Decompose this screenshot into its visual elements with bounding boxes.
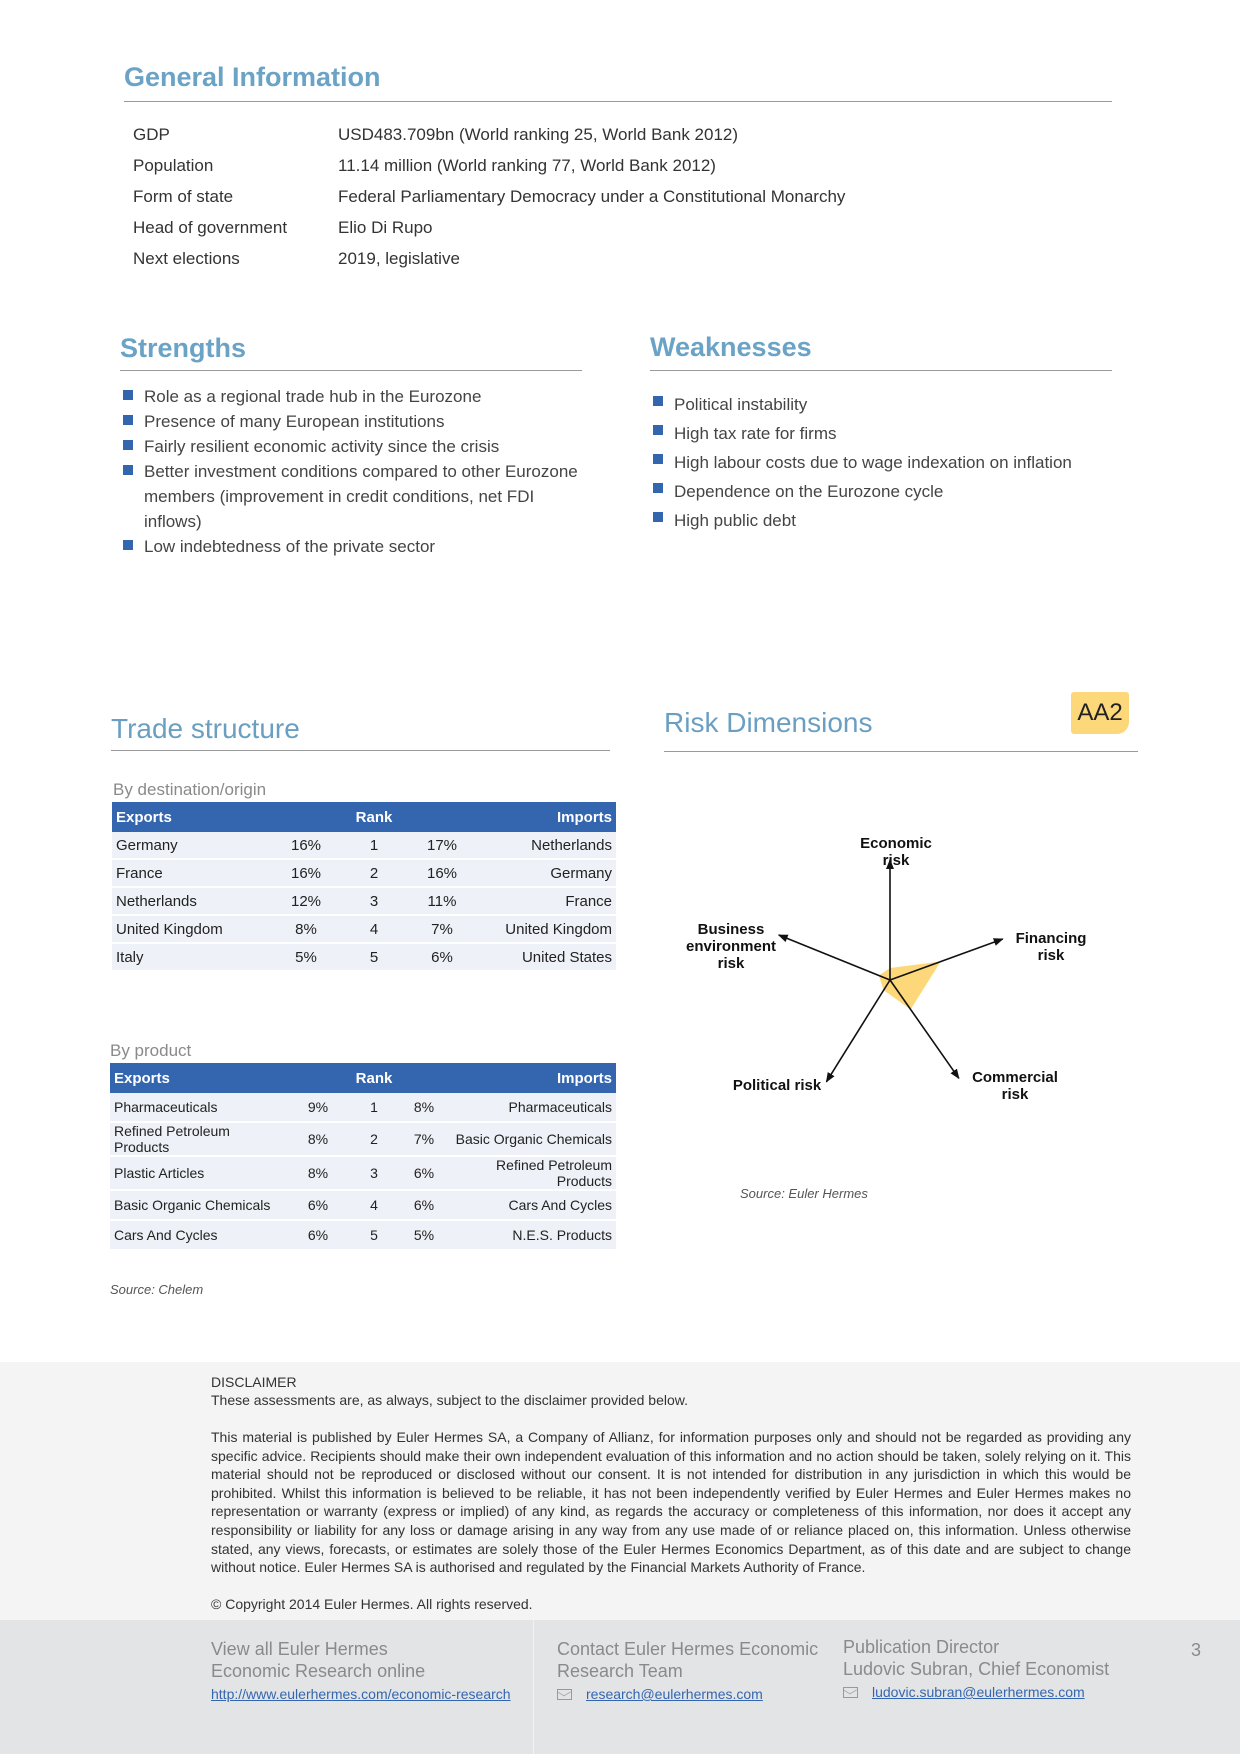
copyright: © Copyright 2014 Euler Hermes. All rights reserved. <box>211 1596 533 1612</box>
footer-text: Economic Research online <box>211 1661 426 1681</box>
table-row <box>110 1156 616 1190</box>
cell-export-pct: 8% <box>290 1122 346 1156</box>
cell-export-pct: 16% <box>272 859 340 887</box>
cell-rank: 2 <box>340 859 408 887</box>
bullet-square-icon <box>653 425 663 435</box>
list-item <box>651 390 1121 419</box>
info-key: Population <box>133 156 214 175</box>
footer-text: Contact Euler Hermes Economic <box>557 1639 819 1659</box>
radar-axis <box>890 980 959 1078</box>
radar-axis <box>779 935 890 980</box>
cell-import: Pharmaceuticals <box>446 1093 616 1122</box>
table-row <box>112 832 616 859</box>
list-item-text: Presence of many European institutions <box>144 412 445 431</box>
risk-radar-chart <box>664 800 1144 1120</box>
list-item-text: Low indebtedness of the private sector <box>144 537 436 556</box>
list-item-text: Fairly resilient economic activity since the crisis <box>144 437 500 456</box>
cell-import: N.E.S. Products <box>446 1220 616 1250</box>
info-value: Elio Di Rupo <box>338 218 433 237</box>
risk-dimensions-title: Risk Dimensions <box>664 707 873 738</box>
trade-structure-title: Trade structure <box>111 713 300 744</box>
cell-export-pct: 9% <box>290 1093 346 1122</box>
research-website-link[interactable]: http://www.eulerhermes.com/economic-research <box>211 1686 511 1702</box>
table-row <box>110 1220 616 1250</box>
exports-header: Exports <box>110 1063 290 1093</box>
radar-axis-label-line: Business <box>697 921 765 938</box>
cell-import: France <box>476 887 616 915</box>
radar-axis-label-line: environment <box>685 938 777 955</box>
list-item <box>121 459 581 534</box>
disclaimer-heading: DISCLAIMER <box>211 1374 297 1390</box>
list-item <box>121 384 581 409</box>
cell-import: United Kingdom <box>476 915 616 943</box>
rank-header: Rank <box>346 1063 402 1093</box>
footer-text: Ludovic Subran, Chief Economist <box>843 1659 1110 1679</box>
footer-text: View all Euler Hermes <box>211 1639 388 1659</box>
cell-export-pct: 6% <box>290 1220 346 1250</box>
cell-rank: 5 <box>340 943 408 971</box>
cell-export: Germany <box>112 832 272 859</box>
divider <box>650 370 1112 371</box>
bullet-square-icon <box>653 512 663 522</box>
list-item-text: High tax rate for firms <box>674 424 837 443</box>
cell-import-pct: 7% <box>408 915 476 943</box>
footer-research-online <box>211 1638 511 1705</box>
director-email-link[interactable]: ludovic.subran@eulerhermes.com <box>872 1684 1085 1700</box>
info-value: 11.14 million (World ranking 77, World Bank 2012) <box>338 156 716 175</box>
list-item-text: Better investment conditions compared to other Eurozone members (improvement in credit conditions, net FDI inflows) <box>144 462 578 531</box>
cell-export-pct: 16% <box>272 832 340 859</box>
info-key: GDP <box>133 125 170 144</box>
info-key: Form of state <box>133 187 234 206</box>
risk-rating-badge: AA2 <box>1071 692 1129 734</box>
footer-publication-director <box>843 1636 1109 1703</box>
info-value: 2019, legislative <box>338 249 460 268</box>
radar-axis-label-line: risk <box>882 852 910 869</box>
by-destination-subtitle: By destination/origin <box>113 780 267 799</box>
exports-header: Exports <box>112 802 272 832</box>
cell-export-pct: 6% <box>290 1190 346 1220</box>
info-value: USD483.709bn (World ranking 25, World Bank 2012) <box>338 125 739 144</box>
strengths-title: Strengths <box>120 333 247 363</box>
cell-rank: 5 <box>346 1220 402 1250</box>
cell-rank: 2 <box>346 1122 402 1156</box>
radar-axis-label <box>686 921 776 972</box>
cell-export: United Kingdom <box>112 915 272 943</box>
radar-axis-label-line: risk <box>1037 947 1065 964</box>
trade-by-product-table <box>110 1063 616 1251</box>
cell-export-pct: 5% <box>272 943 340 971</box>
list-item-text: Role as a regional trade hub in the Eurozone <box>144 387 482 406</box>
cell-rank: 4 <box>340 915 408 943</box>
cell-import-pct: 8% <box>402 1093 446 1122</box>
radar-axis-label <box>972 1069 1058 1103</box>
cell-import-pct: 5% <box>402 1220 446 1250</box>
cell-export: France <box>112 859 272 887</box>
cell-export: Plastic Articles <box>110 1156 290 1190</box>
footer-text: Research Team <box>557 1661 683 1681</box>
cell-rank: 4 <box>346 1190 402 1220</box>
cell-import: United States <box>476 943 616 971</box>
imports-header: Imports <box>446 1063 616 1093</box>
research-email-link[interactable]: research@eulerhermes.com <box>586 1686 763 1702</box>
weaknesses-list <box>651 390 1121 535</box>
strengths-list <box>121 384 581 559</box>
bullet-square-icon <box>123 465 133 475</box>
list-item <box>121 434 581 459</box>
table-row <box>110 1122 616 1156</box>
bullet-square-icon <box>653 454 663 464</box>
cell-import: Basic Organic Chemicals <box>446 1122 616 1156</box>
cell-rank: 3 <box>340 887 408 915</box>
bullet-square-icon <box>123 540 133 550</box>
trade-by-destination-table <box>112 802 616 972</box>
divider <box>664 751 1138 752</box>
radar-axis-label-line: Economic <box>860 835 932 852</box>
list-item <box>121 534 581 559</box>
radar-risk-area <box>879 962 941 1010</box>
radar-axis-label <box>860 835 932 869</box>
list-item <box>651 477 1121 506</box>
disclaimer-intro: These assessments are, as always, subject to the disclaimer provided below. <box>211 1392 689 1408</box>
divider <box>120 370 582 371</box>
cell-export-pct: 12% <box>272 887 340 915</box>
radar-axis-label-line: Commercial <box>972 1069 1058 1086</box>
by-product-subtitle: By product <box>110 1041 192 1060</box>
cell-rank: 1 <box>346 1093 402 1122</box>
footer-contact <box>557 1638 818 1705</box>
radar-axis <box>826 980 890 1082</box>
cell-import-pct: 6% <box>402 1156 446 1190</box>
list-item-text: High labour costs due to wage indexation on inflation <box>674 453 1072 472</box>
mail-icon <box>557 1689 572 1700</box>
table-row <box>110 1093 616 1122</box>
info-key: Head of government <box>133 218 288 237</box>
disclaimer-body: This material is published by Euler Hermes SA, a Company of Allianz, for information purposes only and should not be regarded as providing any specific advice. Recipients should make their own independent evaluation of this information and no action should be taken, solely relying on it. This material should not be reproduced or disclosed without our consent. It is not intended for distribution in any jurisdiction in which this would be prohibited. Whilst this information is believed to be reliable, it has not been independently verified by Euler Hermes and Euler Hermes makes no representation or warranty (express or implied) of any kind, as regards the accuracy or completeness of this information, nor does it accept any responsibility or liability for any loss or damage arising in any way from any use made of or reliance placed on, this information. Unless otherwise stated, any views, forecasts, or estimates are solely those of the Euler Hermes Economics Department, as of this date and are subject to change without notice. Euler Hermes SA is authorised and regulated by the Financial Markets Authority of France. <box>211 1429 1131 1576</box>
mail-icon <box>843 1687 858 1698</box>
footer-text: Publication Director <box>843 1637 1000 1657</box>
footer-divider <box>533 1620 534 1754</box>
divider <box>111 750 610 751</box>
trade-source: Source: Chelem <box>110 1282 204 1297</box>
table-row <box>112 859 616 887</box>
info-key: Next elections <box>133 249 240 268</box>
list-item <box>651 506 1121 535</box>
radar-axis-label-line: risk <box>717 955 745 972</box>
bullet-square-icon <box>123 390 133 400</box>
bullet-square-icon <box>653 396 663 406</box>
radar-axis-label-line: risk <box>1001 1086 1029 1103</box>
cell-export: Pharmaceuticals <box>110 1093 290 1122</box>
cell-import-pct: 11% <box>408 887 476 915</box>
imports-header: Imports <box>476 802 616 832</box>
radar-axis <box>890 939 1003 980</box>
weaknesses-title: Weaknesses <box>650 332 812 362</box>
disclaimer-section <box>0 1362 1240 1620</box>
cell-import-pct: 16% <box>408 859 476 887</box>
cell-export: Netherlands <box>112 887 272 915</box>
cell-export: Italy <box>112 943 272 971</box>
risk-source: Source: Euler Hermes <box>740 1186 868 1201</box>
cell-export-pct: 8% <box>290 1156 346 1190</box>
cell-rank: 1 <box>340 832 408 859</box>
table-row <box>112 915 616 943</box>
table-row <box>110 1190 616 1220</box>
cell-import: Netherlands <box>476 832 616 859</box>
list-item <box>651 419 1121 448</box>
divider <box>124 101 1112 102</box>
cell-import-pct: 6% <box>402 1190 446 1220</box>
cell-import-pct: 17% <box>408 832 476 859</box>
list-item-text: Dependence on the Eurozone cycle <box>674 482 944 501</box>
bullet-square-icon <box>123 415 133 425</box>
cell-export-pct: 8% <box>272 915 340 943</box>
cell-export: Cars And Cycles <box>110 1220 290 1250</box>
radar-axis-label <box>733 1077 822 1094</box>
table-row <box>112 887 616 915</box>
list-item <box>651 448 1121 477</box>
cell-import-pct: 6% <box>408 943 476 971</box>
footer <box>0 1620 1240 1754</box>
radar-axis-label-line: Financing <box>1015 930 1087 947</box>
cell-import: Germany <box>476 859 616 887</box>
bullet-square-icon <box>653 483 663 493</box>
list-item-text: High public debt <box>674 511 796 530</box>
radar-axis-label-line: Political risk <box>732 1077 822 1094</box>
cell-export: Refined Petroleum Products <box>110 1122 290 1156</box>
list-item <box>121 409 581 434</box>
rank-header: Rank <box>340 802 408 832</box>
cell-import: Cars And Cycles <box>446 1190 616 1220</box>
table-row <box>112 943 616 971</box>
list-item-text: Political instability <box>674 395 808 414</box>
cell-export: Basic Organic Chemicals <box>110 1190 290 1220</box>
cell-import: Refined Petroleum Products <box>446 1156 616 1190</box>
info-value: Federal Parliamentary Democracy under a Constitutional Monarchy <box>338 187 846 206</box>
radar-axis-label <box>1016 930 1087 964</box>
cell-import-pct: 7% <box>402 1122 446 1156</box>
bullet-square-icon <box>123 440 133 450</box>
cell-rank: 3 <box>346 1156 402 1190</box>
general-information-title: General Information <box>124 62 381 92</box>
page-number: 3 <box>1191 1640 1202 1660</box>
